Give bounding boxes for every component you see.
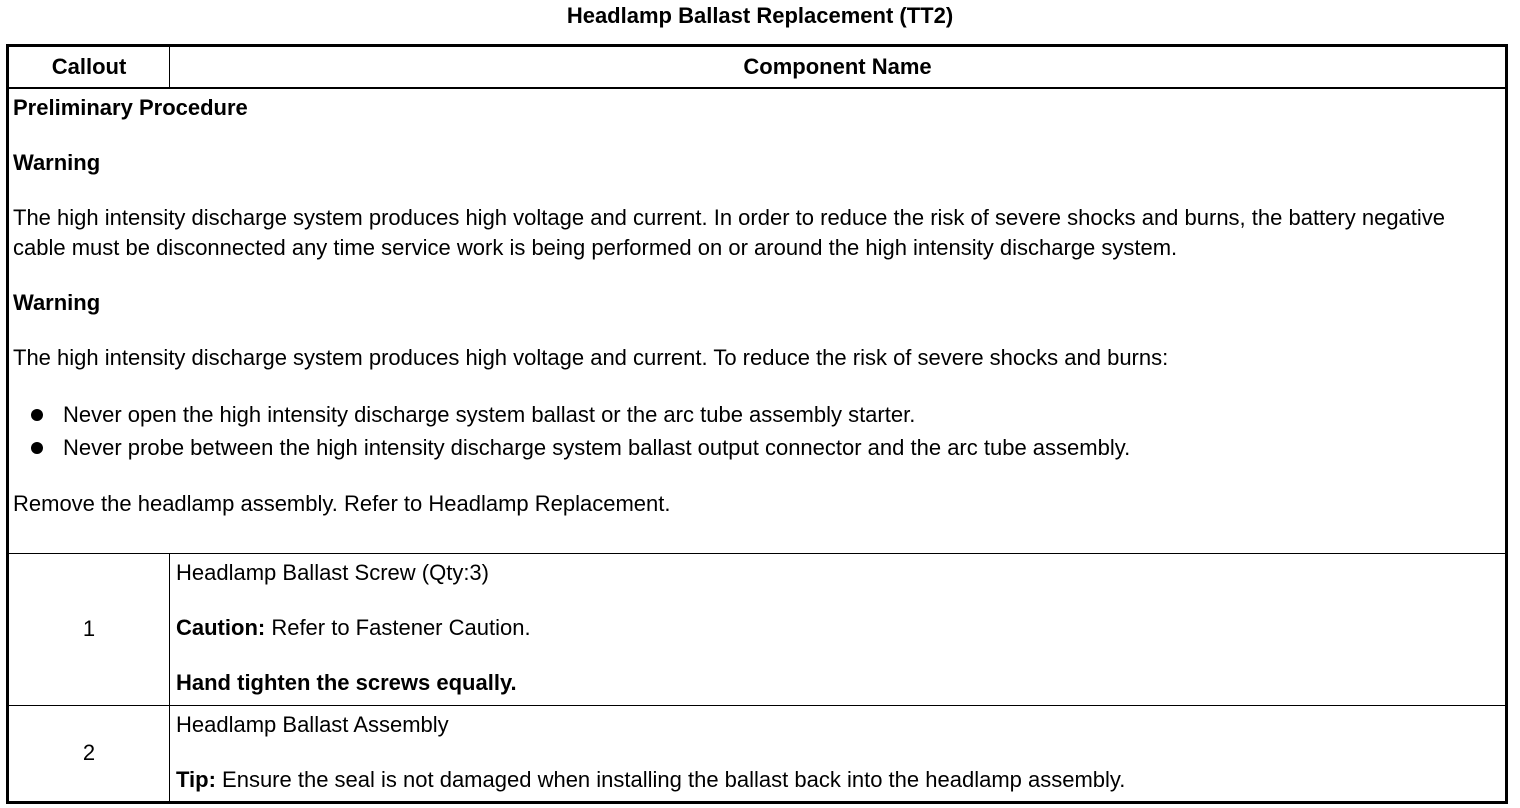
warning-text-1: The high intensity discharge system produces high voltage and current. In order to reduce the risk of severe shocks and burns, the battery negative cable must be disconnected any time service work is being performed on or around the high intensity discharge system. — [13, 205, 1446, 260]
procedure-table — [6, 44, 1508, 804]
column-header-callout: Callout — [8, 46, 170, 89]
column-header-component-name: Component Name — [170, 46, 1507, 89]
preliminary-procedure-heading: Preliminary Procedure — [13, 95, 248, 120]
callout-number: 2 — [8, 705, 170, 802]
bullet-text: Never probe between the high intensity discharge system ballast output connector and the arc tube assembly. — [63, 435, 1131, 460]
list-item — [31, 431, 1499, 464]
tip-text: Ensure the seal is not damaged when installing the ballast back into the headlamp assembly. — [215, 766, 1126, 792]
caution-label: Caution: — [176, 614, 266, 640]
page-title: Headlamp Ballast Replacement (TT2) — [566, 3, 954, 28]
component-name: Headlamp Ballast Assembly — [176, 711, 449, 737]
tip-label: Tip: — [176, 766, 216, 792]
bullet-icon — [31, 409, 43, 421]
preliminary-procedure-cell — [8, 88, 1507, 553]
bullet-icon — [31, 442, 43, 454]
remove-headlamp-instruction: Remove the headlamp assembly. Refer to Headlamp Replacement. — [13, 491, 671, 516]
tightening-note: Hand tighten the screws equally. — [176, 669, 517, 695]
table-row — [8, 705, 1507, 802]
preliminary-procedure-row — [8, 88, 1507, 553]
table-row — [8, 553, 1507, 705]
warning-bullet-list — [13, 398, 1499, 464]
caution-line — [176, 613, 1499, 643]
caution-text: Refer to Fastener Caution. — [265, 614, 531, 640]
component-cell — [170, 705, 1507, 802]
warning-heading-2: Warning — [13, 290, 101, 315]
warning-text-2: The high intensity discharge system produces high voltage and current. To reduce the risk of severe shocks and burns: — [13, 345, 1169, 370]
callout-number: 1 — [8, 553, 170, 705]
tip-line — [176, 765, 1499, 795]
table-header-row — [8, 46, 1507, 89]
warning-heading-1: Warning — [13, 150, 101, 175]
bullet-text: Never open the high intensity discharge system ballast or the arc tube assembly starter. — [63, 402, 916, 427]
component-name: Headlamp Ballast Screw (Qty:3) — [176, 559, 489, 585]
list-item — [31, 398, 1499, 431]
component-cell — [170, 553, 1507, 705]
